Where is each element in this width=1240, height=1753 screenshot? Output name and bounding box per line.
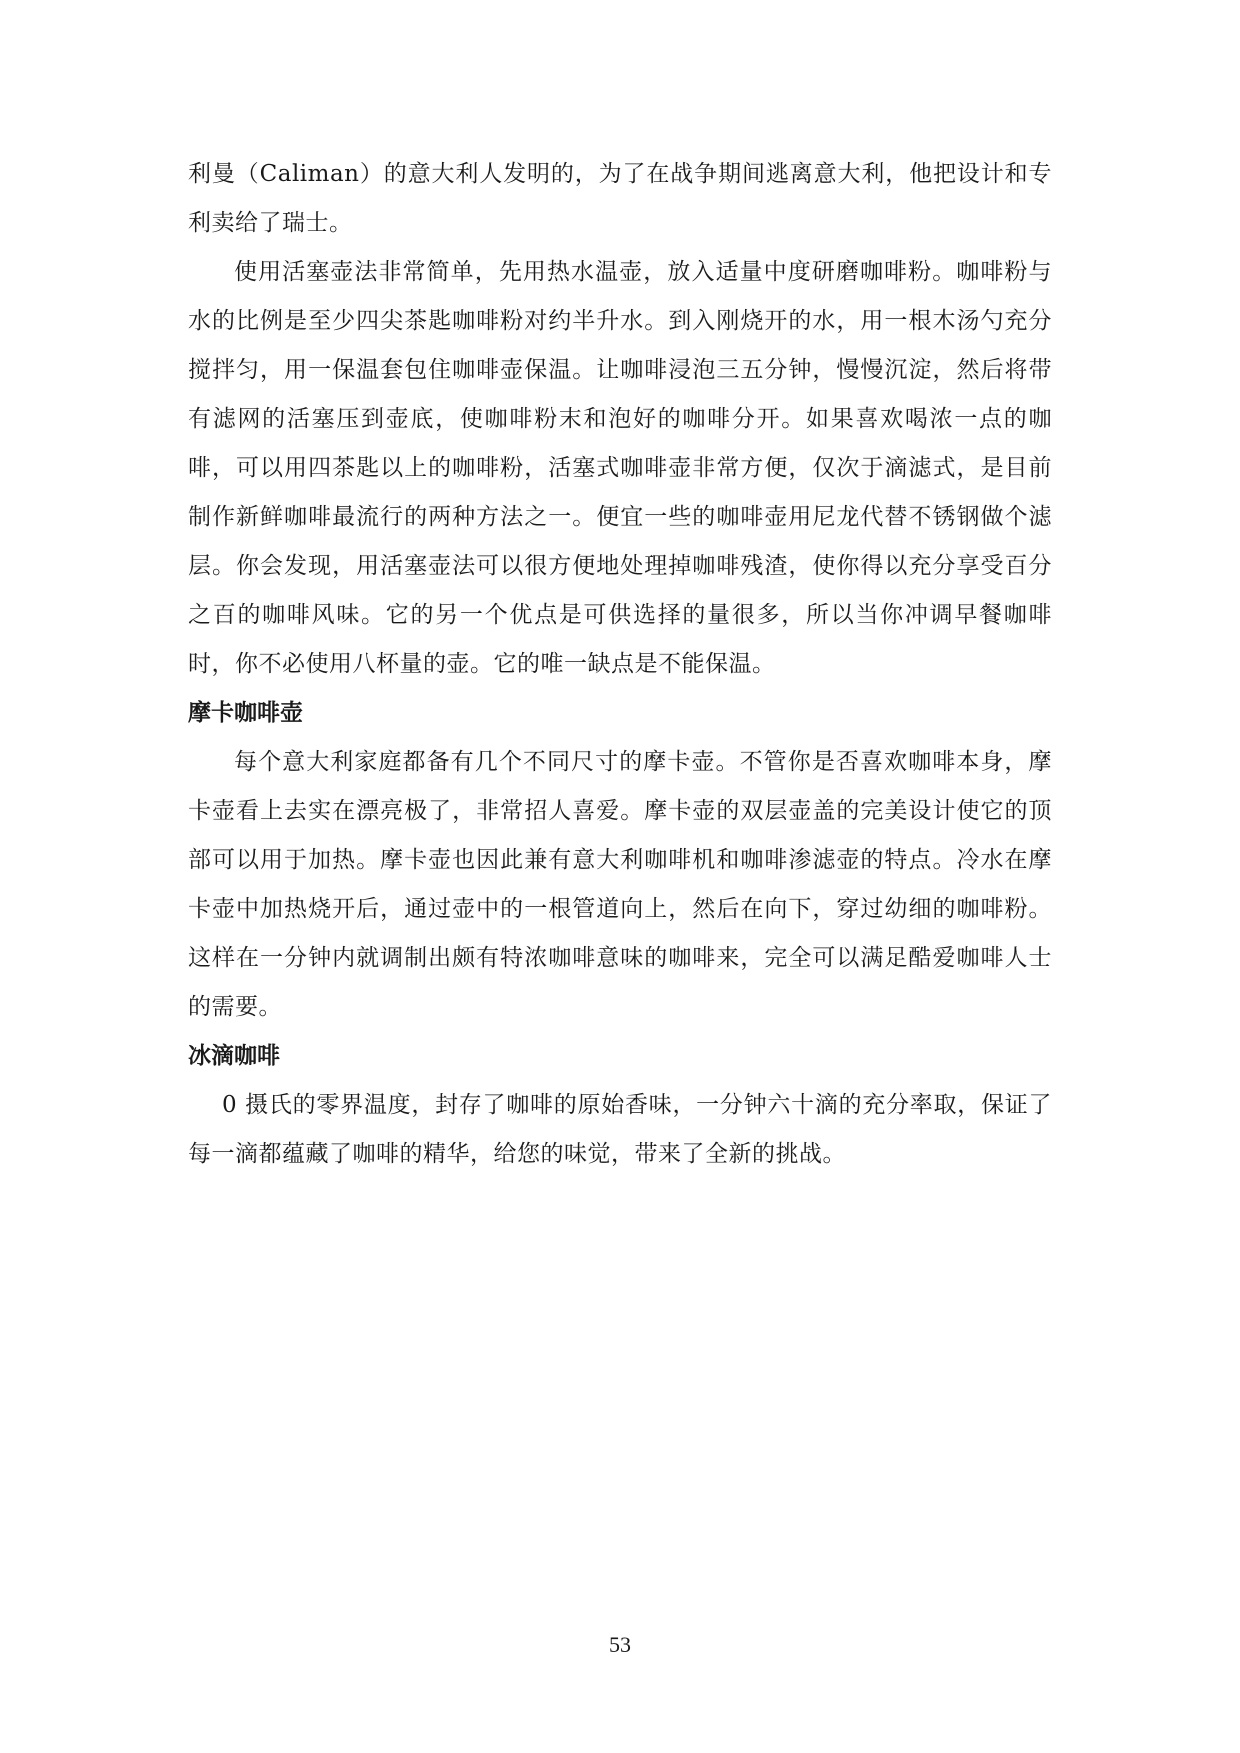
heading-cold-drip-coffee: 冰滴咖啡	[188, 1043, 280, 1069]
paragraph-cold-drip-coffee: 0 摄氏的零界温度，封存了咖啡的原始香味，一分钟六十滴的充分率取，保证了每一滴都蕴藏了咖啡的精华，给您的味觉，带来了全新的挑战。	[188, 1092, 1052, 1167]
page-content	[188, 150, 1052, 1179]
page-number: 53	[609, 1632, 631, 1657]
paragraph-caliman-patent: 利曼（Caliman）的意大利人发明的，为了在战争期间逃离意大利，他把设计和专利卖给了瑞士。	[188, 161, 1052, 236]
paragraph-moka-pot: 每个意大利家庭都备有几个不同尺寸的摩卡壶。不管你是否喜欢咖啡本身，摩卡壶看上去实在漂亮极了，非常招人喜爱。摩卡壶的双层壶盖的完美设计使它的顶部可以用于加热。摩卡壶也因此兼有意大利咖啡机和咖啡渗滤壶的特点。冷水在摩卡壶中加热烧开后，通过壶中的一根管道向上，然后在向下，穿过幼细的咖啡粉。这样在一分钟内就调制出颇有特浓咖啡意味的咖啡来，完全可以满足酷爱咖啡人士的需要。	[188, 749, 1052, 1020]
paragraph-french-press-method: 使用活塞壶法非常简单，先用热水温壶，放入适量中度研磨咖啡粉。咖啡粉与水的比例是至少四尖茶匙咖啡粉对约半升水。到入刚烧开的水，用一根木汤勺充分搅拌匀，用一保温套包住咖啡壶保温。让咖啡浸泡三五分钟，慢慢沉淀，然后将带有滤网的活塞压到壶底，使咖啡粉末和泡好的咖啡分开。如果喜欢喝浓一点的咖啡，可以用四茶匙以上的咖啡粉，活塞式咖啡壶非常方便，仅次于滴滤式，是目前制作新鲜咖啡最流行的两种方法之一。便宜一些的咖啡壶用尼龙代替不锈钢做个滤层。你会发现，用活塞壶法可以很方便地处理掉咖啡残渣，使你得以充分享受百分之百的咖啡风味。它的另一个优点是可供选择的量很多，所以当你冲调早餐咖啡时，你不必使用八杯量的壶。它的唯一缺点是不能保温。	[188, 259, 1052, 677]
heading-moka-pot: 摩卡咖啡壶	[188, 700, 303, 726]
